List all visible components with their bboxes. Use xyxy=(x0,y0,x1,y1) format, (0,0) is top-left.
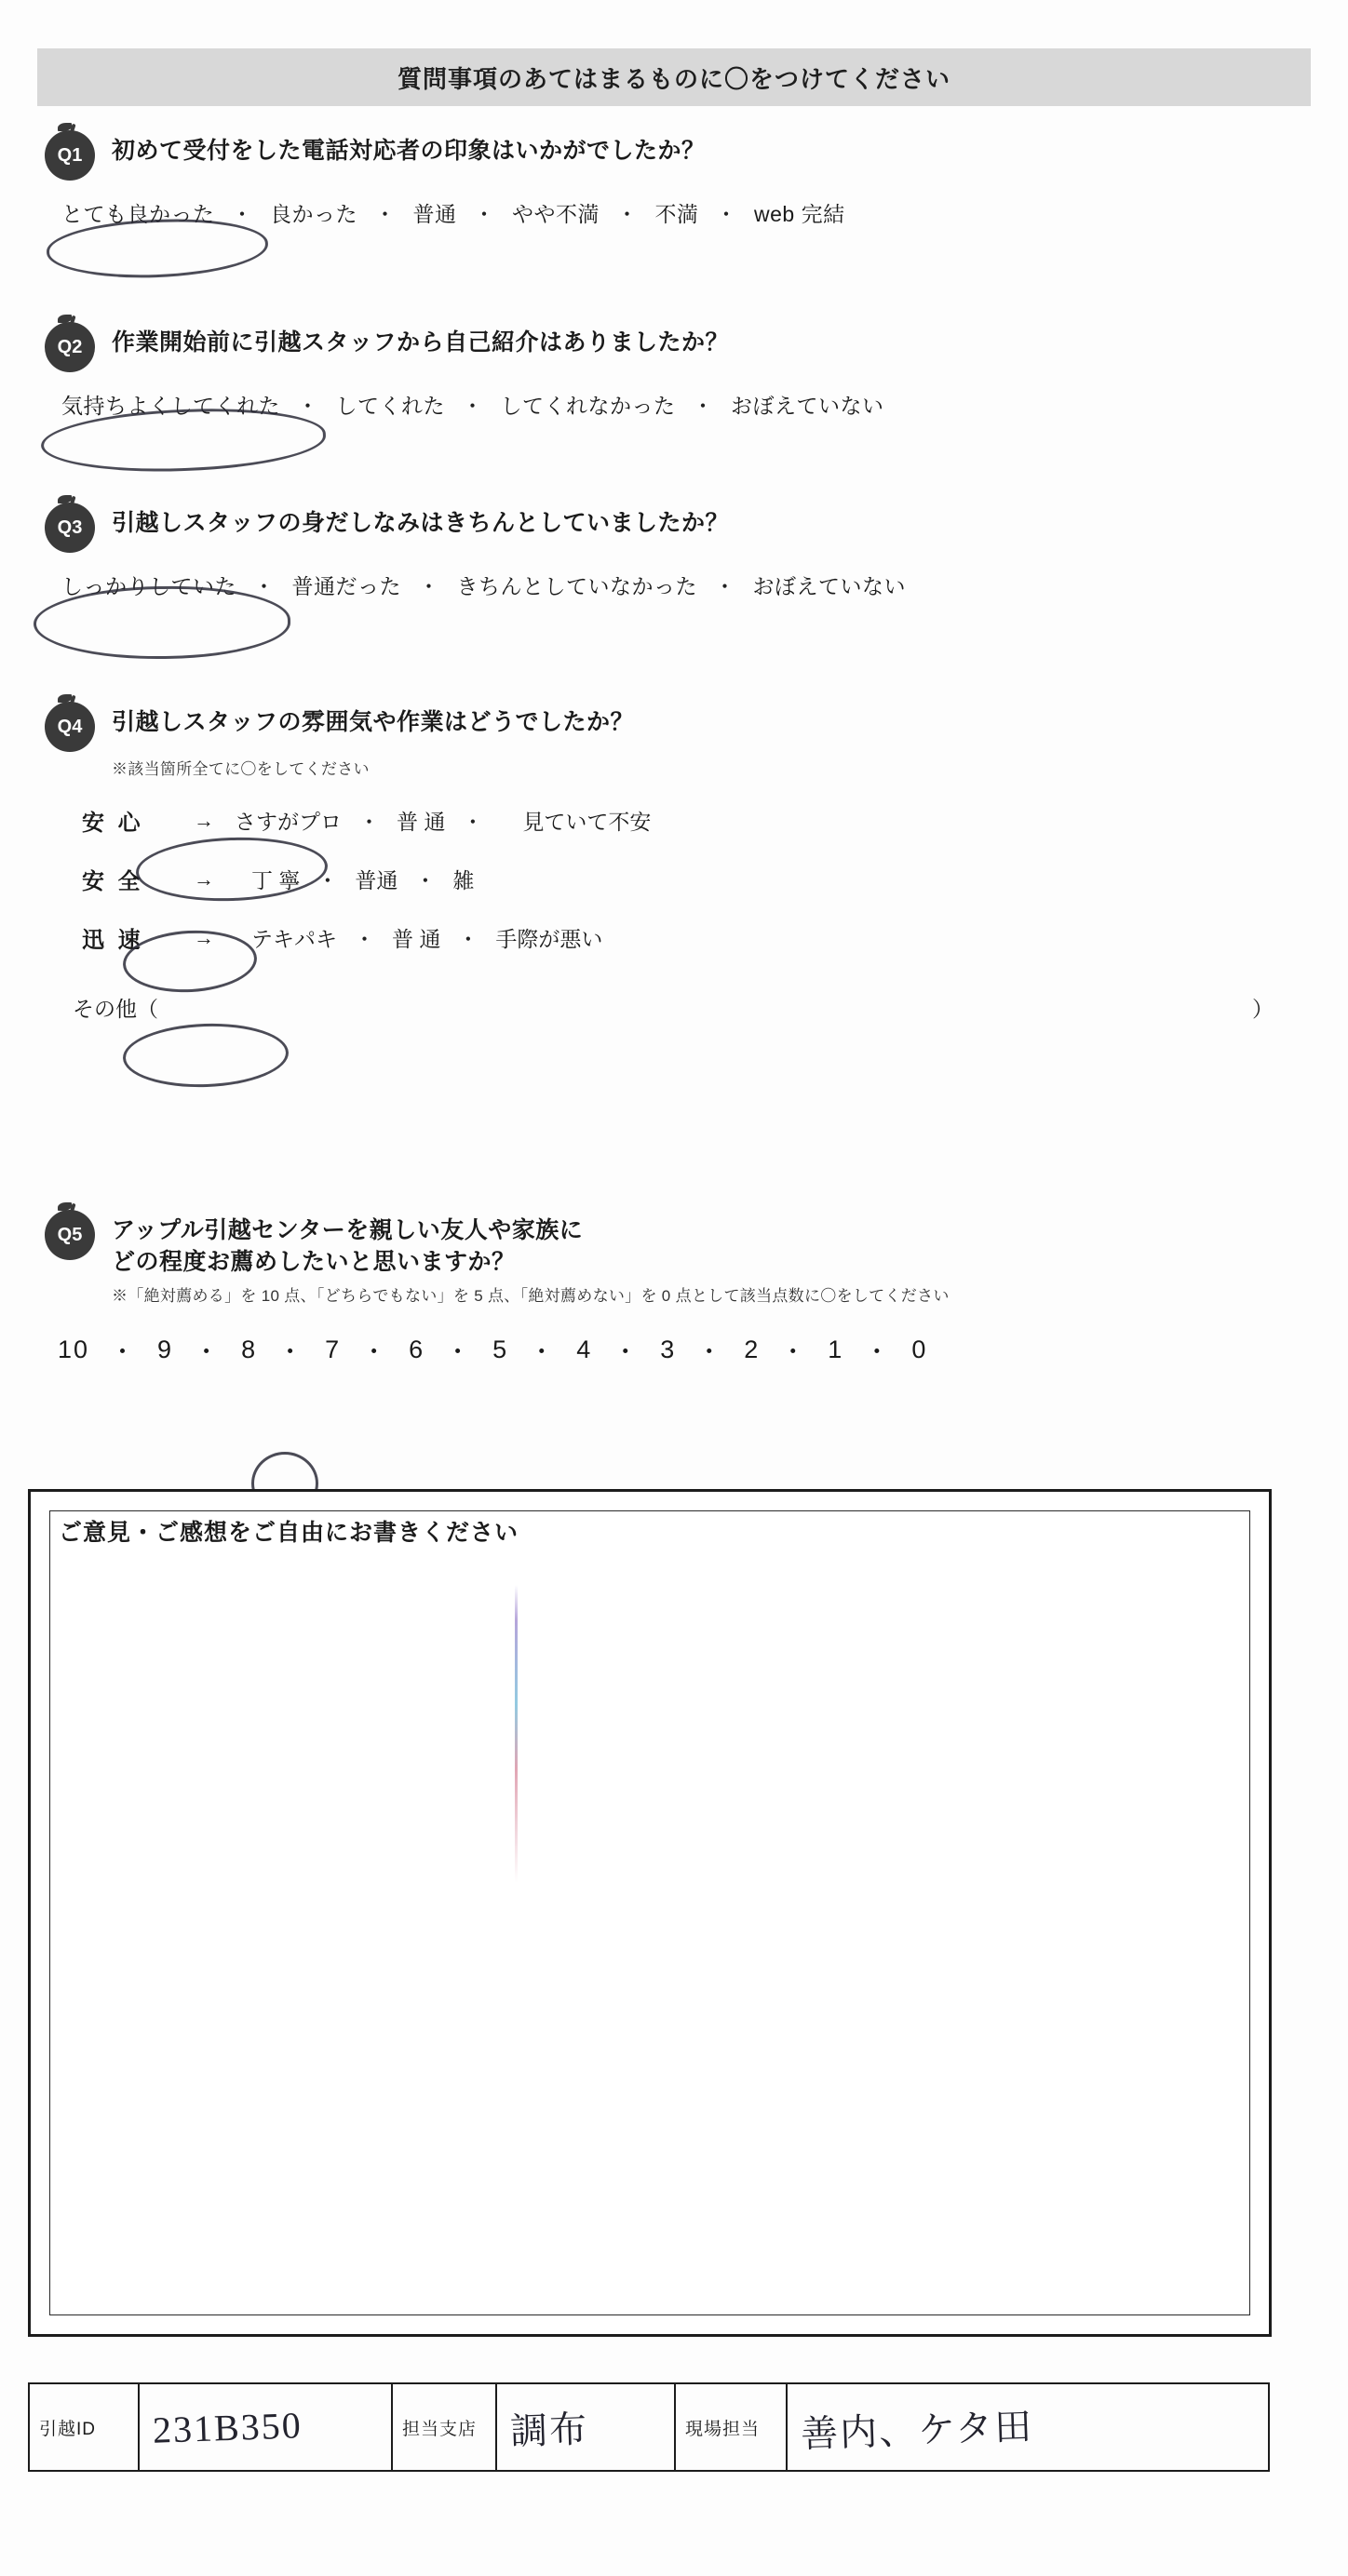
q1-option-1[interactable]: 良かった xyxy=(270,202,357,226)
q5-score-2[interactable]: 2 xyxy=(744,1335,761,1363)
question-block-q5 xyxy=(45,1208,1311,1368)
q5-score-3[interactable]: 3 xyxy=(660,1335,677,1363)
q1-option-2[interactable]: 普通 xyxy=(412,202,457,226)
q2-badge: Q2 xyxy=(45,322,95,372)
q2-heading xyxy=(45,320,1311,372)
separator: ・ xyxy=(696,1337,724,1366)
footer-field-value: 調布 xyxy=(509,2408,589,2452)
q3-option-1[interactable]: 普通だった xyxy=(291,574,401,598)
footer-field-value: 231B350 xyxy=(152,2403,303,2451)
q4-title: 引越しスタッフの雰囲気や作業はどうでしたか？ xyxy=(112,709,635,735)
q4-jinsoku-option-1[interactable]: 普 通 xyxy=(392,927,441,951)
separator: ・ xyxy=(780,1337,808,1366)
separator: ・ xyxy=(715,202,737,226)
separator: ・ xyxy=(445,1337,473,1366)
q4-heading xyxy=(45,700,1311,752)
separator: ・ xyxy=(231,202,253,226)
q3-option-2[interactable]: きちんとしていなかった xyxy=(456,574,697,598)
q4-row-jinsoku xyxy=(82,920,1311,955)
q4-row-anzen xyxy=(82,862,1311,896)
separator: ・ xyxy=(418,574,440,598)
q4-other-line xyxy=(73,992,1274,1023)
q3-option-0[interactable]: しっかりしていた xyxy=(61,574,236,598)
q1-option-4[interactable]: 不満 xyxy=(654,202,699,226)
q4-row-anshin xyxy=(82,803,1311,838)
q2-option-2[interactable]: してくれなかった xyxy=(500,394,676,418)
q2-option-1[interactable]: してくれた xyxy=(335,394,445,418)
separator: ・ xyxy=(354,927,375,951)
footer-label-branch xyxy=(393,2384,497,2470)
footer-label-staff xyxy=(676,2384,788,2470)
separator: ・ xyxy=(692,394,714,418)
q4-anshin-option-0[interactable]: さすがプロ xyxy=(235,810,342,834)
q5-note: ※「絶対薦める」を 10 点、「どちらでもない」を 5 点、「絶対薦めない」を 0 点として該当点数に〇をしてください xyxy=(112,1286,950,1305)
footer-value-staff[interactable] xyxy=(788,2384,1268,2470)
q5-badge: Q5 xyxy=(45,1210,95,1260)
separator: ・ xyxy=(317,868,339,892)
q1-option-3[interactable]: やや不満 xyxy=(512,202,600,226)
q4-row-label: 安 心 xyxy=(82,811,144,836)
q1-heading xyxy=(45,128,1311,181)
footer-field-label: 担当支店 xyxy=(402,2419,478,2439)
question-block-q4 xyxy=(45,700,1311,1023)
separator: ・ xyxy=(297,394,319,418)
question-block-q1 xyxy=(45,128,1311,230)
separator: ・ xyxy=(462,394,484,418)
q4-other-label: その他（ xyxy=(73,997,158,1021)
q4-anshin-option-2[interactable]: 見ていて不安 xyxy=(522,810,652,834)
q4-anzen-option-0[interactable]: 丁 寧 xyxy=(251,868,301,892)
q4-anzen-option-2[interactable]: 雑 xyxy=(452,868,475,892)
q3-option-3[interactable]: おぼえていない xyxy=(752,574,906,598)
q5-title-line1: アップル引越センターを親しい友人や家族に xyxy=(112,1217,584,1243)
q4-badge: Q4 xyxy=(45,702,95,752)
q1-option-0[interactable]: とても良かった xyxy=(61,202,215,226)
arrow-icon: → xyxy=(194,866,214,891)
separator: ・ xyxy=(864,1337,892,1366)
separator: ・ xyxy=(714,574,736,598)
separator: ・ xyxy=(529,1337,557,1366)
q2-option-3[interactable]: おぼえていない xyxy=(731,394,884,418)
footer-field-value: 善内、ケタ田 xyxy=(800,2405,1034,2455)
comment-inner-frame xyxy=(49,1510,1250,2315)
q5-heading xyxy=(45,1208,1311,1279)
separator: ・ xyxy=(613,1337,640,1366)
q4-jinsoku-selection-mark xyxy=(122,1021,290,1090)
q5-score-7[interactable]: 7 xyxy=(325,1335,342,1363)
footer-strip xyxy=(28,2382,1270,2472)
footer-label-id xyxy=(30,2384,140,2470)
q4-jinsoku-option-2[interactable]: 手際が悪い xyxy=(495,927,603,951)
separator: ・ xyxy=(414,868,437,892)
q1-badge: Q1 xyxy=(45,130,95,181)
q3-heading xyxy=(45,501,1311,553)
q5-score-4[interactable]: 4 xyxy=(576,1335,593,1363)
q4-row-label: 安 全 xyxy=(82,869,144,894)
comment-label: ご意見・ご感想をご自由にお書きください xyxy=(59,1520,519,1546)
separator: ・ xyxy=(358,810,380,834)
separator: ・ xyxy=(253,574,276,598)
q2-options xyxy=(58,387,1311,422)
q4-jinsoku-option-0[interactable]: テキパキ xyxy=(251,927,337,951)
q3-options xyxy=(58,568,1311,602)
comment-box[interactable] xyxy=(28,1489,1272,2337)
separator: ・ xyxy=(462,810,484,834)
q1-option-5[interactable]: web 完結 xyxy=(754,202,845,226)
separator: ・ xyxy=(277,1337,305,1366)
arrow-icon: → xyxy=(194,925,214,949)
separator: ・ xyxy=(616,202,639,226)
q5-score-5[interactable]: 5 xyxy=(492,1335,509,1363)
separator: ・ xyxy=(457,927,479,951)
separator: ・ xyxy=(361,1337,389,1366)
page-title: 質問事項のあてはまるものに〇をつけてください xyxy=(397,64,950,93)
q3-badge: Q3 xyxy=(45,503,95,553)
q5-score-8[interactable]: 8 xyxy=(241,1335,258,1363)
q5-score-0[interactable]: 0 xyxy=(911,1335,928,1363)
q2-title: 作業開始前に引越スタッフから自己紹介はありましたか？ xyxy=(112,329,730,356)
q2-option-0[interactable]: 気持ちよくしてくれた xyxy=(61,394,280,418)
q5-score-row xyxy=(52,1332,1311,1368)
separator: ・ xyxy=(110,1337,138,1366)
q3-title: 引越しスタッフの身だしなみはきちんとしていましたか？ xyxy=(112,510,730,536)
q4-row-label: 迅 速 xyxy=(82,928,144,953)
q1-options xyxy=(58,195,1311,230)
footer-value-id[interactable] xyxy=(140,2384,393,2470)
header-band xyxy=(37,48,1311,106)
q5-score-9[interactable]: 9 xyxy=(157,1335,174,1363)
q5-title-line2: どの程度お薦めしたいと思いますか？ xyxy=(112,1248,516,1275)
separator: ・ xyxy=(194,1337,222,1366)
q4-note: ※該当箇所全てに〇をしてください xyxy=(112,760,370,778)
question-block-q3 xyxy=(45,501,1311,602)
q5-title xyxy=(112,1208,583,1279)
scan-artifact xyxy=(515,1585,518,1883)
q4-anzen-option-1[interactable]: 普通 xyxy=(355,868,398,892)
q5-score-1[interactable]: 1 xyxy=(828,1335,844,1363)
footer-field-label: 引越ID xyxy=(39,2419,97,2439)
q4-other-close: ） xyxy=(1252,997,1274,1021)
q4-anshin-option-1[interactable]: 普 通 xyxy=(397,810,446,834)
arrow-icon: → xyxy=(194,808,214,832)
separator: ・ xyxy=(473,202,495,226)
q5-score-10[interactable]: 10 xyxy=(58,1335,90,1363)
separator: ・ xyxy=(374,202,397,226)
q5-score-6[interactable]: 6 xyxy=(409,1335,425,1363)
question-block-q2 xyxy=(45,320,1311,422)
q1-title: 初めて受付をした電話対応者の印象はいかがでしたか？ xyxy=(112,138,706,164)
footer-field-label: 現場担当 xyxy=(685,2419,761,2439)
footer-value-branch[interactable] xyxy=(497,2384,676,2470)
